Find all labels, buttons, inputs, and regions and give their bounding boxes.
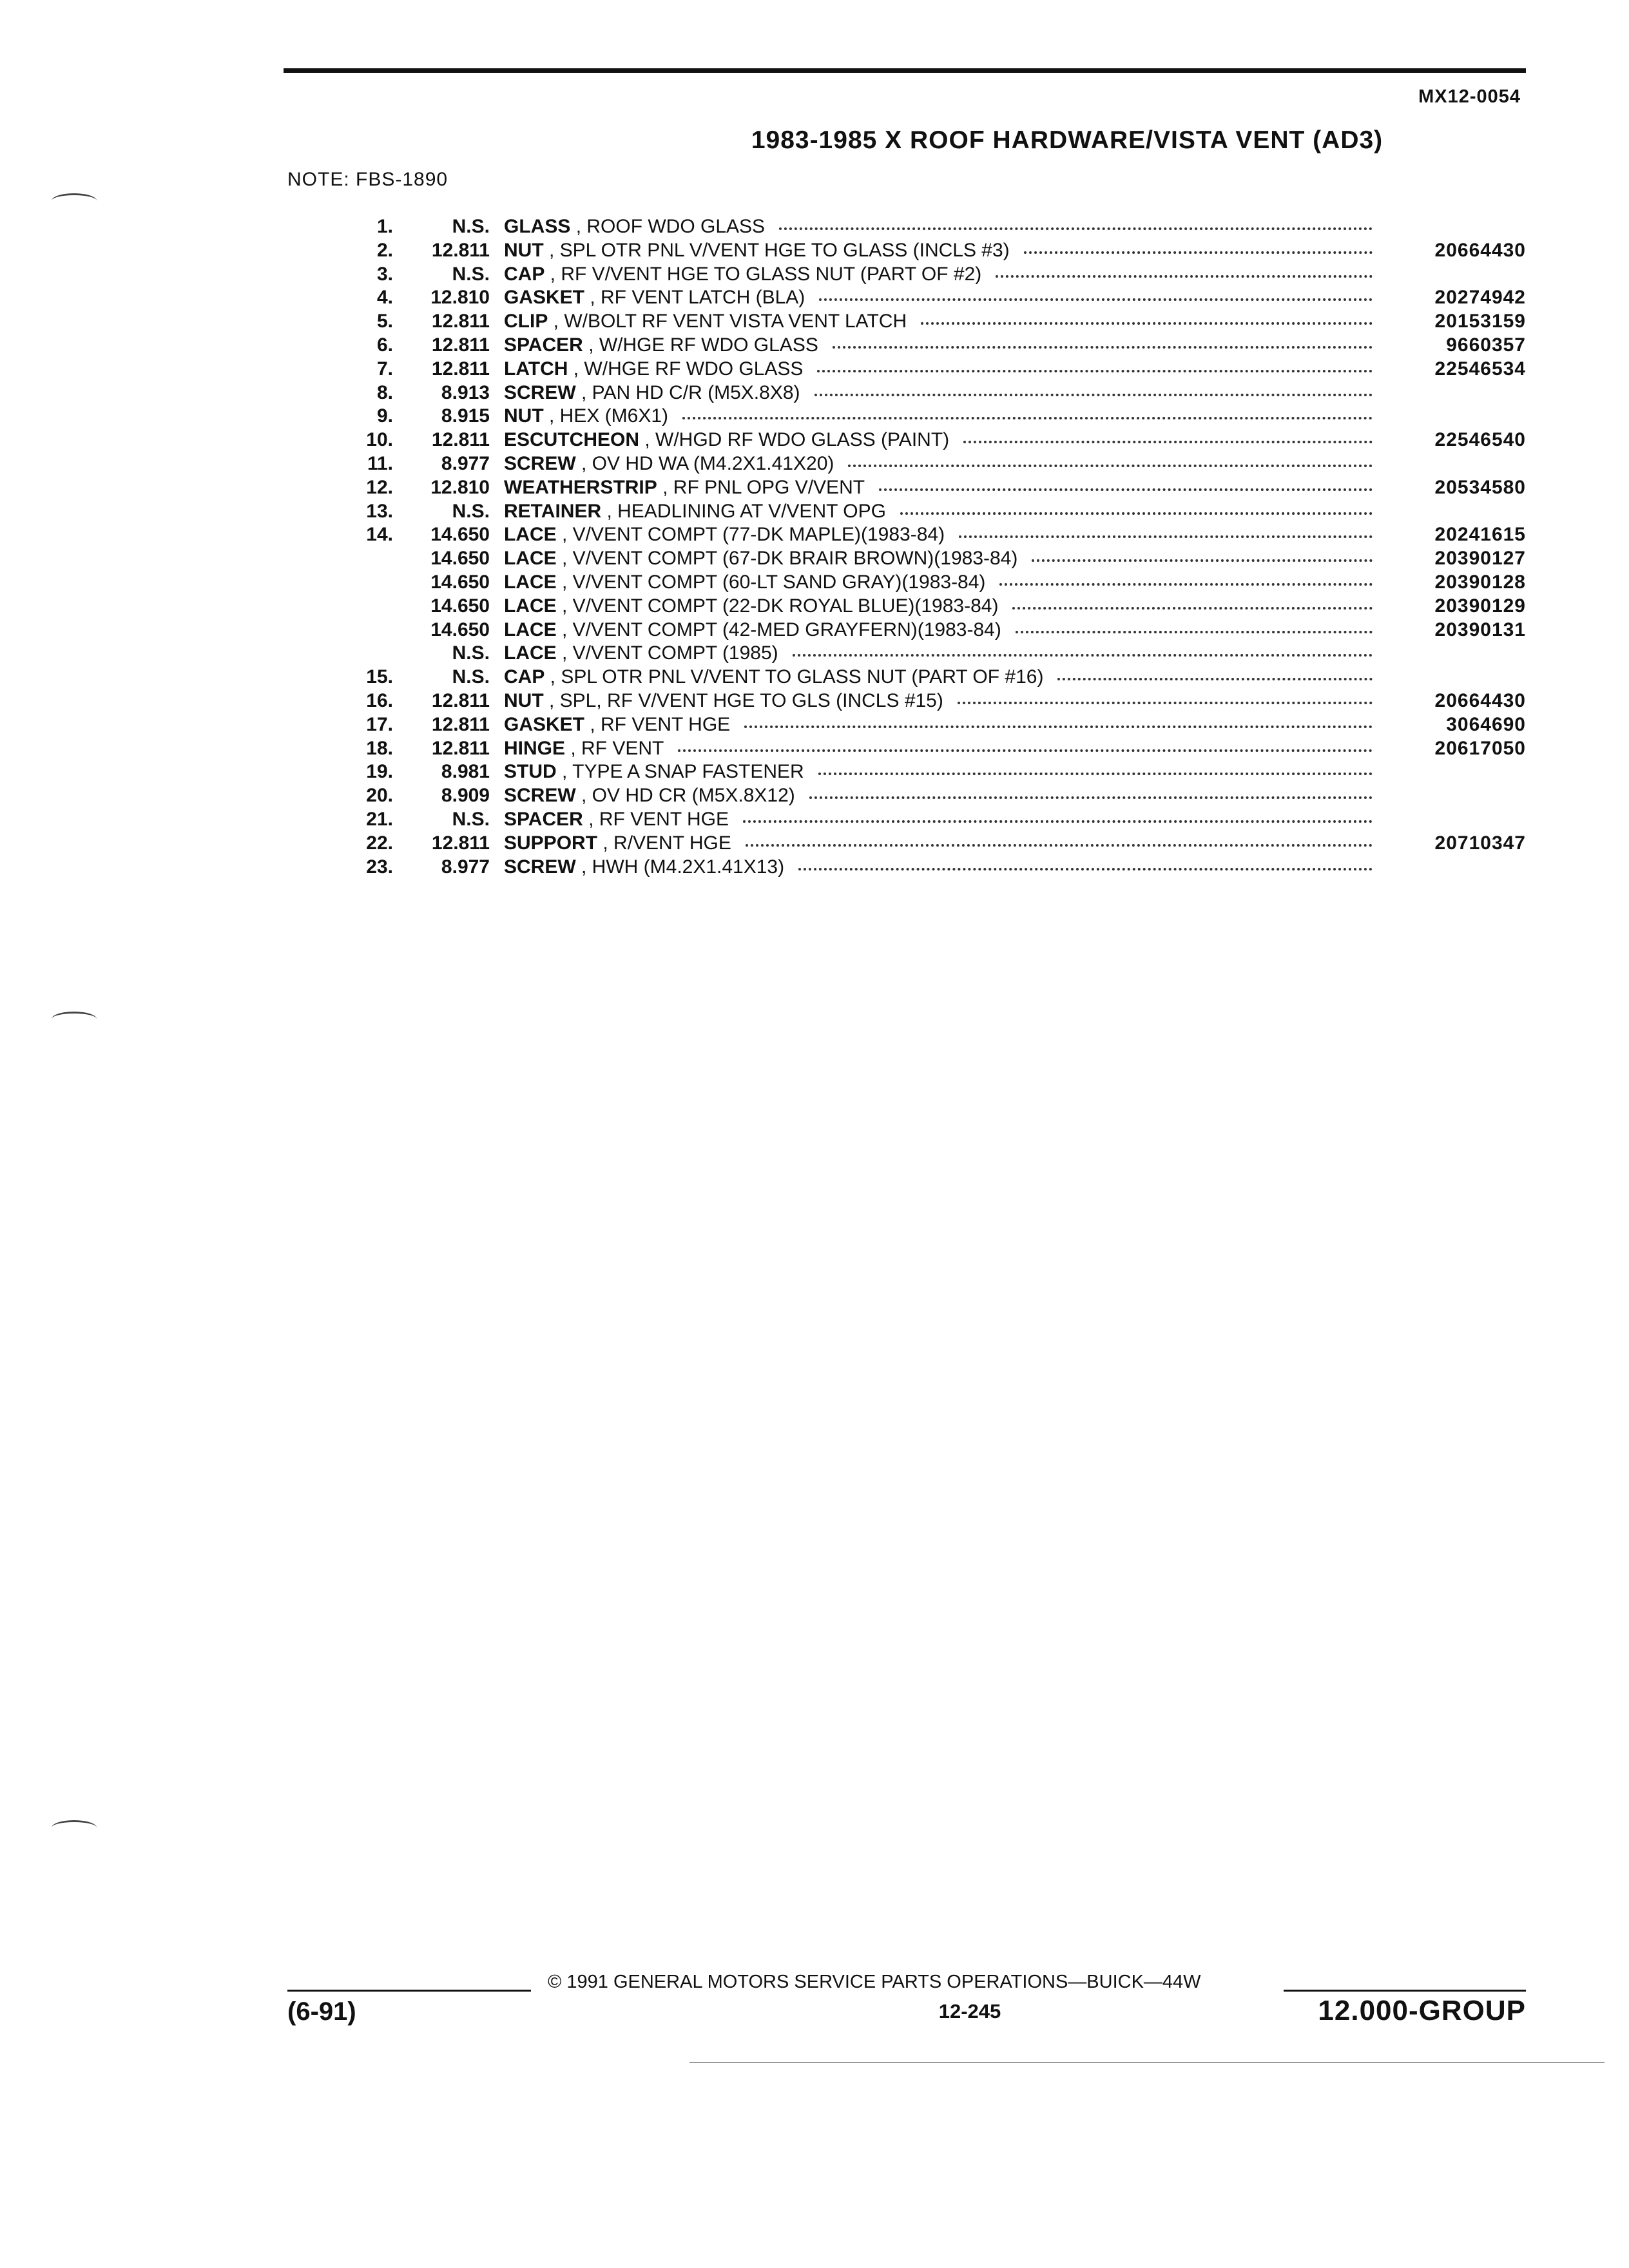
item-number: 1. [376,216,393,237]
part-description [504,571,1384,595]
item-number: 7. [376,358,393,380]
part-name: NUT [504,239,544,261]
part-description [504,642,1384,666]
part-number: 20534580 [1434,476,1526,498]
dot-leader [996,275,1373,278]
group-number: 14.650 [430,571,490,593]
group-number: 8.913 [441,381,490,403]
dot-leader [1032,559,1373,562]
dot-leader [959,535,1373,538]
part-description [504,784,1384,808]
group-number: 12.811 [431,358,490,380]
part-detail: , RF V/VENT HGE TO GLASS NUT (PART OF #2) [545,263,982,285]
part-row [322,808,1526,832]
part-detail: , SPL, RF V/VENT HGE TO GLS (INCLS #15) [543,689,943,711]
part-detail: , V/VENT COMPT (22-DK ROYAL BLUE)(1983-84) [556,595,999,617]
part-description [504,595,1384,619]
part-row [322,737,1526,761]
group-number: N.S. [452,808,490,830]
item-number: 23. [366,856,393,878]
part-number: 22546534 [1434,358,1526,380]
item-number: 3. [376,263,393,285]
group-number: 8.915 [441,405,490,427]
part-row [322,595,1526,619]
dot-leader [744,726,1373,728]
group-number: N.S. [452,216,490,237]
part-detail: , PAN HD C/R (M5X.8X8) [575,381,800,403]
part-name: WEATHERSTRIP [504,476,657,498]
group-number: 12.811 [431,429,490,451]
part-detail: , SPL OTR PNL V/VENT TO GLASS NUT (PART OF #16) [545,666,1044,688]
group-number: 12.810 [430,287,490,309]
part-name: ESCUTCHEON [504,429,640,451]
part-number: 20617050 [1434,737,1526,759]
part-name: CLIP [504,311,548,332]
part-name: GASKET [504,713,585,735]
page-title: 1983-1985 X ROOF HARDWARE/VISTA VENT (AD3) [751,126,1383,154]
item-number: 14. [366,524,393,546]
part-row [322,239,1526,263]
part-row [322,523,1526,547]
group-number: 14.650 [430,524,490,546]
group-number: 12.811 [431,334,490,356]
part-detail: , HEX (M6X1) [543,405,669,427]
part-detail: , V/VENT COMPT (67-DK BRAIR BROWN)(1983-84) [556,548,1018,570]
item-number: 17. [366,713,393,735]
part-description [504,737,1384,761]
part-description [504,405,1384,428]
part-number: 20390128 [1434,571,1526,593]
part-name: LACE [504,548,557,570]
part-description [504,547,1384,571]
dot-leader [779,227,1373,230]
group-number: N.S. [452,263,490,285]
part-number: 20390131 [1434,619,1526,640]
part-row [322,358,1526,381]
part-description [504,619,1384,642]
part-name: LACE [504,595,557,617]
part-name: SCREW [504,856,576,878]
part-description [504,239,1384,263]
dot-leader [815,394,1373,396]
part-detail: , W/HGE RF WDO GLASS [568,358,804,380]
scan-artifact-line [689,2062,1605,2063]
scan-artifact-mark [52,1820,97,1835]
item-number: 15. [366,666,393,688]
group-number: 14.650 [430,619,490,640]
dot-leader [809,796,1373,799]
dot-leader [900,512,1373,515]
group-number: N.S. [452,642,490,664]
part-row [322,215,1526,239]
part-row [322,428,1526,452]
part-name: SPACER [504,334,583,356]
part-detail: , HWH (M4.2X1.41X13) [575,856,785,878]
part-row [322,286,1526,310]
group-number: 12.811 [431,689,490,711]
dot-leader [817,370,1373,372]
group-label: 12.000-GROUP [1318,1995,1526,2026]
part-detail: , OV HD WA (M4.2X1.41X20) [575,452,834,474]
part-number: 20664430 [1434,689,1526,711]
part-name: NUT [504,405,544,427]
dot-leader [963,441,1373,443]
part-detail: , RF VENT LATCH (BLA) [584,287,805,309]
dot-leader [818,773,1373,775]
dot-leader [921,322,1373,325]
part-number: 20390127 [1434,548,1526,570]
item-number: 5. [376,311,393,332]
group-number: 8.981 [441,761,490,783]
part-row [322,713,1526,737]
dot-leader [999,583,1373,586]
part-row [322,760,1526,784]
footer-rule-left [287,1990,531,1992]
part-row [322,666,1526,689]
part-name: LACE [504,571,557,593]
part-name: RETAINER [504,500,602,522]
revision-date: (6-91) [287,1997,356,2026]
dot-leader [958,702,1373,704]
item-number: 10. [366,429,393,451]
part-row [322,334,1526,358]
scan-artifact-mark [52,1012,97,1026]
part-detail: , ROOF WDO GLASS [570,216,766,237]
dot-leader [1012,607,1373,610]
part-name: SPACER [504,808,583,830]
part-detail: , OV HD CR (M5X.8X12) [575,785,795,807]
part-detail: , RF VENT HGE [584,713,731,735]
group-number: 12.811 [431,737,490,759]
part-row [322,263,1526,287]
part-description [504,452,1384,476]
item-number: 11. [367,452,393,474]
part-number: 9660357 [1446,334,1526,356]
part-row [322,547,1526,571]
dot-leader [746,844,1373,847]
part-detail: , SPL OTR PNL V/VENT HGE TO GLASS (INCLS #3) [543,239,1010,261]
dot-leader [678,749,1373,752]
part-name: SUPPORT [504,832,598,854]
dot-leader [682,417,1373,419]
group-number: 14.650 [430,595,490,617]
group-number: 14.650 [430,548,490,570]
group-number: 8.977 [441,452,490,474]
part-description [504,832,1384,856]
dot-leader [1016,631,1373,633]
footer-rule-right [1284,1990,1526,1992]
dot-leader [879,488,1373,491]
part-name: LACE [504,642,557,664]
part-description [504,263,1384,287]
part-detail: , R/VENT HGE [597,832,731,854]
part-row [322,381,1526,405]
item-number: 9. [376,405,393,427]
part-number: 20153159 [1434,311,1526,332]
part-number: 20664430 [1434,239,1526,261]
part-row [322,405,1526,428]
part-detail: , W/HGD RF WDO GLASS (PAINT) [639,429,950,451]
item-number: 16. [366,689,393,711]
part-detail: , HEADLINING AT V/VENT OPG [601,500,886,522]
dot-leader [798,868,1373,870]
dot-leader [1024,251,1373,254]
part-description [504,689,1384,713]
part-name: GASKET [504,287,585,309]
group-number: 8.977 [441,856,490,878]
part-name: CAP [504,263,545,285]
item-number: 18. [366,737,393,759]
dot-leader [848,465,1373,467]
page-number: 12-245 [938,2000,1001,2023]
part-row [322,619,1526,642]
item-number: 12. [366,476,393,498]
item-number: 2. [376,239,393,261]
part-description [504,476,1384,500]
group-number: N.S. [452,666,490,688]
part-name: GLASS [504,216,571,237]
part-name: HINGE [504,737,566,759]
part-detail: , TYPE A SNAP FASTENER [556,761,804,783]
part-description [504,856,1384,879]
document-code: MX12-0054 [1418,86,1521,107]
item-number: 19. [366,761,393,783]
part-detail: , RF PNL OPG V/VENT [657,476,865,498]
part-row [322,784,1526,808]
part-row [322,689,1526,713]
part-row [322,476,1526,500]
item-number: 21. [366,808,393,830]
scan-artifact-mark [52,193,97,208]
part-description [504,428,1384,452]
part-description [504,808,1384,832]
item-number: 4. [376,287,393,309]
part-description [504,523,1384,547]
part-description [504,358,1384,381]
dot-leader [743,820,1373,823]
part-detail: , RF VENT HGE [583,808,729,830]
part-name: SCREW [504,452,576,474]
dot-leader [1057,678,1373,680]
dot-leader [819,298,1373,301]
group-number: 8.909 [441,785,490,807]
item-number: 6. [376,334,393,356]
note: NOTE: FBS-1890 [287,169,448,190]
part-description [504,286,1384,310]
part-row [322,856,1526,879]
part-number: 20390129 [1434,595,1526,617]
item-number: 20. [366,785,393,807]
part-name: LACE [504,619,557,640]
group-number: 12.811 [431,713,490,735]
part-detail: , W/HGE RF WDO GLASS [583,334,818,356]
group-number: N.S. [452,500,490,522]
group-number: 12.811 [431,832,490,854]
item-number: 13. [366,500,393,522]
top-rule [284,68,1526,73]
part-detail: , V/VENT COMPT (1985) [556,642,778,664]
part-description [504,760,1384,784]
part-name: STUD [504,761,557,783]
dot-leader [833,346,1373,349]
part-number: 20241615 [1434,524,1526,546]
part-name: LATCH [504,358,568,380]
part-name: SCREW [504,785,576,807]
part-row [322,571,1526,595]
dot-leader [793,654,1373,657]
part-detail: , W/BOLT RF VENT VISTA VENT LATCH [548,311,907,332]
part-name: NUT [504,689,544,711]
part-description [504,381,1384,405]
part-row [322,452,1526,476]
part-number: 20274942 [1434,287,1526,309]
item-number: 8. [376,381,393,403]
copyright-notice: © 1991 GENERAL MOTORS SERVICE PARTS OPERATIONS—BUICK—44W [548,1972,1201,1992]
part-number: 22546540 [1434,429,1526,451]
group-number: 12.810 [430,476,490,498]
part-name: CAP [504,666,545,688]
part-row [322,310,1526,334]
group-number: 12.811 [431,239,490,261]
part-row [322,832,1526,856]
part-number: 20710347 [1434,832,1526,854]
part-description [504,666,1384,689]
part-description [504,215,1384,239]
part-description [504,310,1384,334]
part-row [322,642,1526,666]
part-description [504,334,1384,358]
part-row [322,500,1526,524]
group-number: 12.811 [431,311,490,332]
part-detail: , V/VENT COMPT (42-MED GRAYFERN)(1983-84) [556,619,1001,640]
part-name: LACE [504,524,557,546]
parts-list [322,215,1526,879]
part-detail: , V/VENT COMPT (60-LT SAND GRAY)(1983-84) [556,571,986,593]
part-detail: , RF VENT [565,737,664,759]
part-description [504,500,1384,524]
part-number: 3064690 [1446,713,1526,735]
part-name: SCREW [504,381,576,403]
part-detail: , V/VENT COMPT (77-DK MAPLE)(1983-84) [556,524,945,546]
item-number: 22. [366,832,393,854]
part-description [504,713,1384,737]
